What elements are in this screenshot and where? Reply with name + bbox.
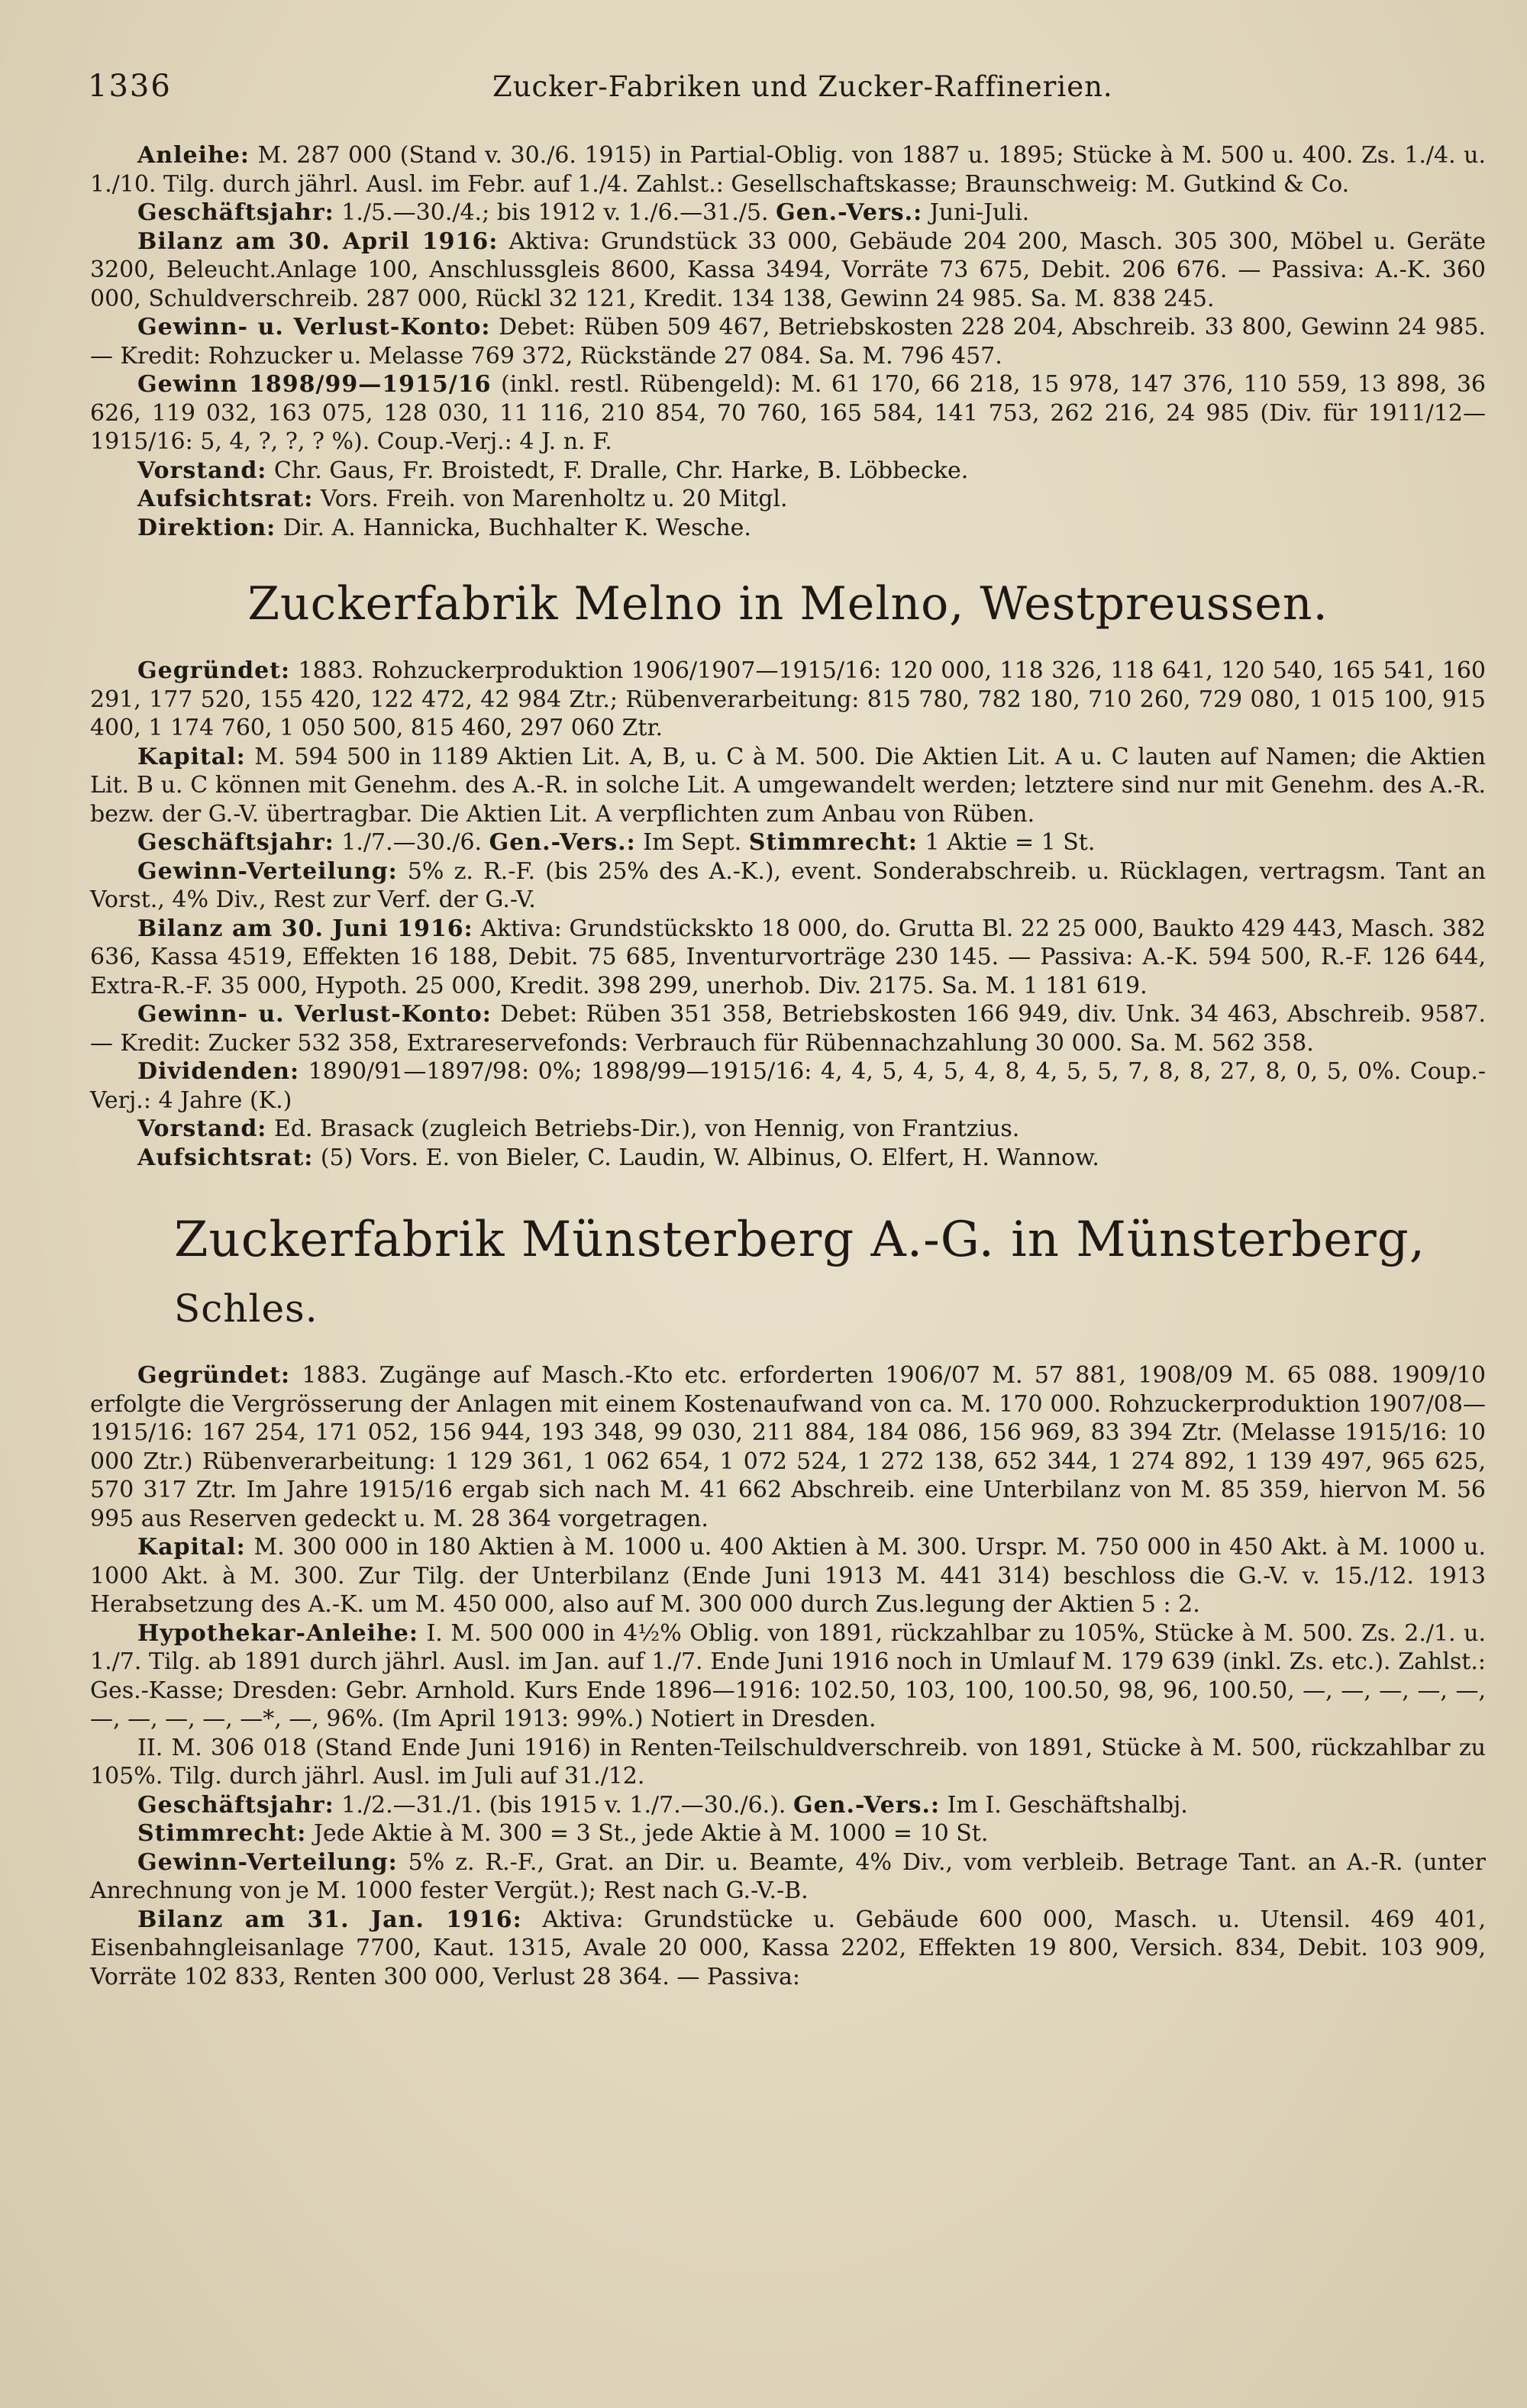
field-label: Gewinn- u. Verlust-Konto: xyxy=(137,1001,492,1028)
field-label: Gewinn-Verteilung: xyxy=(137,1848,398,1876)
field-label: Geschäftsjahr: xyxy=(137,199,334,226)
field-text: Im Sept. xyxy=(635,829,749,856)
gewinn-konto-paragraph xyxy=(90,313,1486,370)
geschaeftsjahr-paragraph xyxy=(90,828,1486,857)
field-text: Ed. Brasack (zugleich Betriebs-Dir.), von Hennig, von Frantzius. xyxy=(266,1115,1020,1142)
field-label: Stimmrecht: xyxy=(748,829,918,856)
geschaeftsjahr-paragraph xyxy=(90,199,1486,228)
field-text: Aktiva: Grundstücke u. Gebäude 600 000, Masch. u. Utensil. 469 401, Eisenbahngleisanlage 7700, Kaut. 1315, Avale 20 000, Kassa 2202, Effekten 19 800, Versich. 834, Debit. 103 909, Vorräte 102 833, Renten 300 000, Verlust 28 364. — Passiva: xyxy=(90,1906,1487,1990)
bilanz-paragraph xyxy=(90,1906,1486,1992)
field-label: Gewinn- u. Verlust-Konto: xyxy=(137,314,491,341)
gegruendet-paragraph xyxy=(90,657,1486,743)
field-text: (inkl. restl. Rübengeld): M. 61 170, 66 218, 15 978, 147 376, 110 559, 13 898, 36 626, 119 032, 163 075, 128 030, 11 116, 210 854, 70 760, 165 584, 141 753, 262 216, 24 985 (Div. für 1911/12—1915/16: 5, 4, ?, ?, ? %). Coup.-Verj.: 4 J. n. F. xyxy=(90,371,1486,455)
company-title-suffix: Schles. xyxy=(174,1286,318,1331)
field-text: Juni-Juli. xyxy=(922,199,1030,226)
company-title: Zuckerfabrik Melno in Melno, Westpreussen. xyxy=(247,577,1328,631)
field-label: Geschäftsjahr: xyxy=(137,1791,334,1819)
bilanz-paragraph xyxy=(90,915,1486,1001)
field-label: Stimmrecht: xyxy=(137,1820,307,1847)
company-title-main: Zuckerfabrik Münsterberg A.-G. in Münsterberg, xyxy=(174,1212,1426,1268)
field-label: Aufsichtsrat: xyxy=(137,486,314,512)
field-text: M. 594 500 in 1189 Aktien Lit. A, B, u. C à M. 500. Die Aktien Lit. A u. C lauten auf Namen; die Aktien Lit. B u. C können mit Genehm. des A.-R. in solche Lit. A umgewandelt werden; letztere sind nur mit Genehm. des A.-R. bezw. der G.-V. übertragbar. Die Aktien Lit. A verpflichten zum Anbau von Rüben. xyxy=(90,743,1486,828)
field-label: Vorstand: xyxy=(137,457,267,484)
gewinn-konto-paragraph xyxy=(90,1000,1486,1057)
anleihe-ii-paragraph xyxy=(90,1734,1486,1791)
field-label: Anleihe: xyxy=(137,142,250,169)
field-text: 1./7.—30./6. xyxy=(334,829,489,856)
company-entry-previous xyxy=(90,141,1486,542)
company-entry-muensterberg xyxy=(90,1172,1486,1991)
field-label: Dividenden: xyxy=(137,1058,300,1085)
field-text: Vors. Freih. von Marenholtz u. 20 Mitgl. xyxy=(313,486,788,512)
kapital-paragraph xyxy=(90,1533,1486,1619)
field-label: Kapital: xyxy=(137,743,246,770)
page-header xyxy=(88,69,1500,115)
field-text: Debet: Rüben 509 467, Betriebskosten 228 204, Abschreib. 33 800, Gewinn 24 985. — Kredit: Rohzucker u. Melasse 769 372, Rückstände 27 084. Sa. M. 796 457. xyxy=(90,314,1486,370)
field-label: Geschäftsjahr: xyxy=(137,829,334,856)
field-label: Gen.-Vers.: xyxy=(489,829,636,856)
field-text: 1./2.—31./1. (bis 1915 v. 1./7.—30./6.). xyxy=(334,1791,793,1819)
field-text: M. 287 000 (Stand v. 30./6. 1915) in Partial-Oblig. von 1887 u. 1895; Stücke à M. 500 u. 400. Zs. 1./4. u. 1./10. Tilg. durch jährl. Ausl. im Febr. auf 1./4. Zahlst.: Gesellschaftskasse; Braunschweig: M. Gutkind & Co. xyxy=(90,142,1486,198)
vorstand-paragraph xyxy=(90,457,1486,486)
field-label: Gegründet: xyxy=(137,1362,291,1389)
field-label: Vorstand: xyxy=(137,1115,267,1142)
field-label: Hypothekar-Anleihe: xyxy=(137,1619,418,1647)
field-label: Bilanz am 30. Juni 1916: xyxy=(137,915,473,942)
bilanz-paragraph xyxy=(90,228,1486,314)
page-number: 1336 xyxy=(88,69,172,104)
gewinn-verteilung-paragraph xyxy=(90,857,1486,915)
field-label: Bilanz am 31. Jan. 1916: xyxy=(137,1906,522,1933)
field-text: M. 300 000 in 180 Aktien à M. 1000 u. 400 Aktien à M. 300. Urspr. M. 750 000 in 450 Akt. à M. 1000 u. 1000 Akt. à M. 300. Zur Tilg. der Unterbilanz (Ende Juni 1913 M. 441 314) beschloss die G.-V. v. 15./12. 1913 Herabsetzung des A.-K. um M. 450 000, also auf M. 300 000 durch Zus.legung der Aktien 5 : 2. xyxy=(90,1534,1486,1618)
field-text: (5) Vors. E. von Bieler, C. Laudin, W. Albinus, O. Elfert, H. Wannow. xyxy=(313,1144,1099,1171)
field-label: Bilanz am 30. April 1916: xyxy=(137,228,499,255)
field-text: 5% z. R.-F., Grat. an Dir. u. Beamte, 4% Div., vom verbleib. Betrage Tant. an A.-R. (unter Anrechnung von je M. 1000 fester Vergüt.); Rest nach G.-V.-B. xyxy=(90,1848,1486,1904)
field-text: 5% z. R.-F. (bis 25% des A.-K.), event. Sonderabschreib. u. Rücklagen, vertragsm. Tant an Vorst., 4% Div., Rest zur Verf. der G.-V. xyxy=(90,857,1486,913)
stimmrecht-paragraph xyxy=(90,1819,1486,1848)
dividenden-paragraph xyxy=(90,1057,1486,1115)
field-label: Gegründet: xyxy=(137,657,291,684)
field-label: Gewinn 1898/99—1915/16 xyxy=(137,371,492,398)
geschaeftsjahr-paragraph xyxy=(90,1791,1486,1820)
aufsichtsrat-paragraph xyxy=(90,1144,1486,1173)
field-label: Gen.-Vers.: xyxy=(776,199,923,226)
gewinn-verteilung-paragraph xyxy=(90,1848,1486,1906)
vorstand-paragraph xyxy=(90,1115,1486,1144)
field-label: Kapital: xyxy=(137,1534,246,1561)
field-text: I. M. 500 000 in 4½% Oblig. von 1891, rückzahlbar zu 105%, Stücke à M. 500. Zs. 2./1. u. 1./7. Tilg. ab 1891 durch jährl. Ausl. im Jan. auf 1./7. Ende Juni 1916 noch in Umlauf M. 179 639 (inkl. Zs. etc.). Zahlst.: Ges.-Kasse; Dresden: Gebr. Arnhold. Kurs Ende 1896—1916: 102.50, 103, 100, 100.50, 98, 96, 100.50, —, —, —, —, —, —, —, —, —, —*, —, 96%. (Im April 1913: 99%.) Notiert in Dresden. xyxy=(90,1619,1486,1732)
anleihe-paragraph xyxy=(90,141,1486,199)
field-text: 1./5.—30./4.; bis 1912 v. 1./6.—31./5. xyxy=(334,199,776,226)
kapital-paragraph xyxy=(90,743,1486,829)
gegruendet-paragraph xyxy=(90,1361,1486,1533)
field-text: Chr. Gaus, Fr. Broistedt, F. Dralle, Chr. Harke, B. Löbbecke. xyxy=(266,457,969,484)
field-text: 1 Aktie = 1 St. xyxy=(918,829,1096,856)
field-text: 1883. Zugänge auf Masch.-Kto etc. erforderten 1906/07 M. 57 881, 1908/09 M. 65 088. 1909/10 erfolgte die Vergrösserung der Anlagen mit einem Kostenaufwand von ca. M. 170 000. Rohzuckerproduktion 1907/08—1915/16: 167 254, 171 052, 156 944, 193 348, 99 030, 211 884, 184 086, 156 969, 83 394 Ztr. (Melasse 1915/16: 10 000 Ztr.) Rübenverarbeitung: 1 129 361, 1 062 654, 1 072 524, 1 272 138, 652 344, 1 274 892, 1 139 497, 965 625, 570 317 Ztr. Im Jahre 1915/16 ergab sich nach M. 41 662 Abschreib. eine Unterbilanz von M. 85 359, hiervon M. 56 995 aus Reserven gedeckt u. M. 28 364 vorgetragen. xyxy=(90,1362,1486,1532)
field-label: Gewinn-Verteilung: xyxy=(137,857,398,885)
field-text: Jede Aktie à M. 300 = 3 St., jede Aktie à M. 1000 = 10 St. xyxy=(306,1820,989,1847)
field-label: Aufsichtsrat: xyxy=(137,1144,314,1171)
field-text: II. M. 306 018 (Stand Ende Juni 1916) in Renten-Teilschuldverschreib. von 1891, Stücke à M. 500, rückzahlbar zu 105%. Tilg. durch jährl. Ausl. im Juli auf 31./12. xyxy=(90,1734,1486,1790)
field-text: Aktiva: Grundstückskto 18 000, do. Grutta Bl. 22 25 000, Baukto 429 443, Masch. 382 636, Kassa 4519, Effekten 16 188, Debit. 75 685, Inventurvorträge 230 145. — Passiva: A.-K. 594 500, R.-F. 126 644, Extra-R.-F. 35 000, Hypoth. 25 000, Kredit. 398 299, unerhob. Div. 2175. Sa. M. 1 181 619. xyxy=(90,915,1486,999)
field-label: Direktion: xyxy=(137,514,276,541)
field-text: 1890/91—1897/98: 0%; 1898/99—1915/16: 4, 4, 5, 4, 5, 4, 8, 4, 5, 5, 7, 8, 8, 27, 8, 0, 5, 0%. Coup.-Verj.: 4 Jahre (K.) xyxy=(90,1058,1486,1114)
direktion-paragraph xyxy=(90,514,1486,543)
field-text: Aktiva: Grundstück 33 000, Gebäude 204 200, Masch. 305 300, Möbel u. Geräte 3200, Beleucht.Anlage 100, Anschlussgleis 8600, Kassa 3494, Vorräte 73 675, Debit. 206 676. — Passiva: A.-K. 360 000, Schuldverschreib. 287 000, Rückl 32 121, Kredit. 134 138, Gewinn 24 985. Sa. M. 838 245. xyxy=(90,228,1486,312)
field-text: Debet: Rüben 351 358, Betriebskosten 166 949, div. Unk. 34 463, Abschreib. 9587. — Kredit: Zucker 532 358, Extrareservefonds: Verbrauch für Rübennachzahlung 30 000. Sa. M. 562 358. xyxy=(90,1001,1486,1057)
field-label: Gen.-Vers.: xyxy=(793,1791,941,1819)
page-content xyxy=(90,141,1486,1991)
gewinn-jahre-paragraph xyxy=(90,370,1486,457)
company-title xyxy=(90,1172,1486,1361)
field-text: 1883. Rohzuckerproduktion 1906/1907—1915/16: 120 000, 118 326, 118 641, 120 540, 165 541, 160 291, 177 520, 155 420, 122 472, 42 984 Ztr.; Rübenverarbeitung: 815 780, 782 180, 710 260, 729 080, 1 015 100, 915 400, 1 174 760, 1 050 500, 815 460, 297 060 Ztr. xyxy=(90,657,1486,741)
running-title: Zucker-Fabriken und Zucker-Raffinerien. xyxy=(492,70,1113,103)
field-text: Im I. Geschäftshalbj. xyxy=(940,1791,1188,1819)
company-entry-melno xyxy=(90,542,1486,1172)
aufsichtsrat-paragraph xyxy=(90,485,1486,514)
hypothekar-paragraph xyxy=(90,1619,1486,1734)
field-text: Dir. A. Hannicka, Buchhalter K. Wesche. xyxy=(276,514,751,541)
